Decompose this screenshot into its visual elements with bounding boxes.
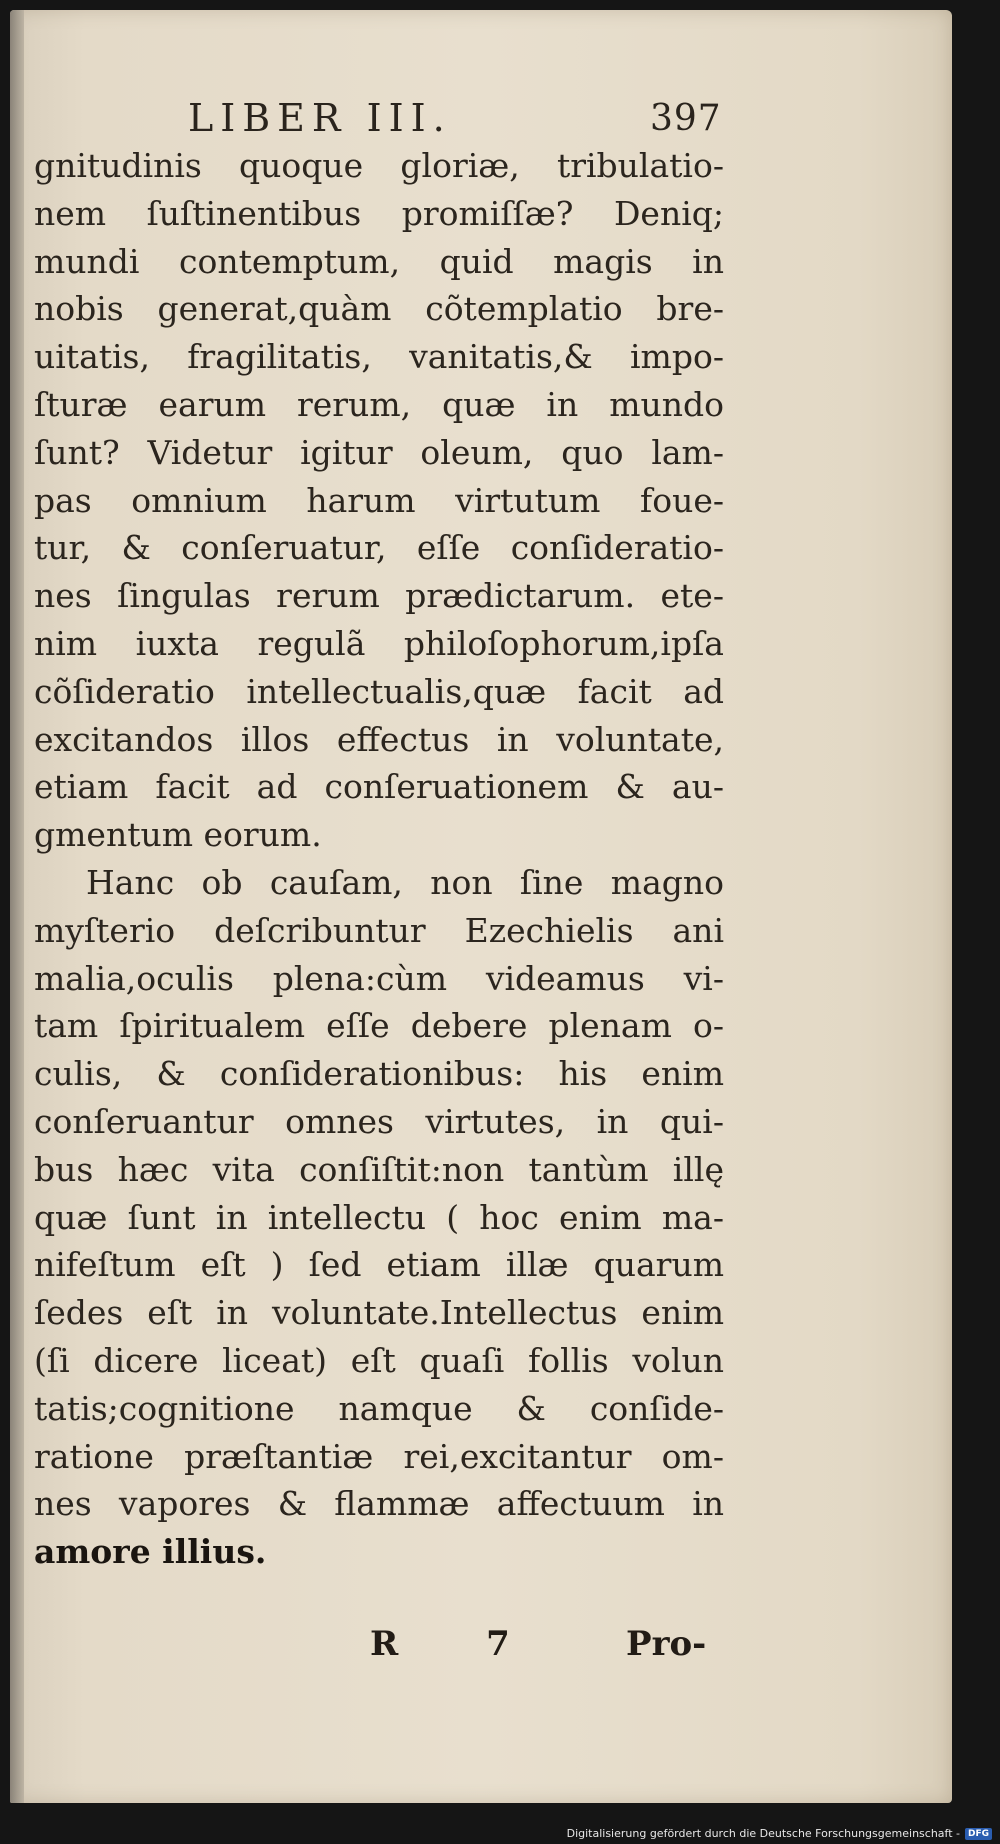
text-line: tur, & conſeruatur, eſſe conſideratio- (34, 528, 724, 568)
text-line: culis, & conſiderationibus: his enim (34, 1054, 724, 1094)
catchword: Pro- (626, 1624, 707, 1664)
text-line: nes vapores & flammæ affectuum in (34, 1484, 724, 1524)
page-header (10, 96, 952, 146)
text-line: Hanc ob cauſam, non ſine magno (86, 862, 724, 902)
text-line: conſeruantur omnes virtutes, in qui- (34, 1101, 724, 1141)
text-line: gmentum eorum. (34, 815, 322, 855)
dfg-logo: DFG (965, 1828, 992, 1840)
text-line: mundi contemptum, quid magis in (34, 241, 724, 281)
text-line: (ſi dicere liceat) eſt quaſi follis volun (34, 1340, 724, 1380)
page-gutter (10, 10, 24, 1803)
text-line: bus hæc vita conſiſtit:non tantùm illę (34, 1149, 724, 1189)
text-line: nobis generat,quàm cõtemplatio bre- (34, 289, 724, 329)
text-line: nim iuxta regulã philoſophorum,ipſa (34, 623, 724, 663)
running-head: LIBER III. (188, 96, 452, 140)
text-line: ſedes eſt in voluntate.Intellectus enim (34, 1293, 724, 1333)
body-text (34, 142, 724, 1576)
text-line: tatis;cognitione namque & conſide- (34, 1388, 724, 1428)
text-line: nes ſingulas rerum prædictarum. ete- (34, 576, 724, 616)
text-line: ratione præſtantiæ rei,excitantur om- (34, 1436, 724, 1476)
text-line: amore illius. (34, 1532, 267, 1572)
page-footer (10, 1624, 952, 1674)
text-line: myſterio deſcribuntur Ezechielis ani (34, 910, 724, 950)
text-line: ſunt? Videtur igitur oleum, quo lam- (34, 432, 724, 472)
digitization-credit (567, 1827, 992, 1840)
text-line: ſturæ earum rerum, quæ in mundo (34, 384, 724, 424)
page-number: 397 (650, 98, 722, 139)
text-line: nifeſtum eſt ) ſed etiam illæ quarum (34, 1245, 724, 1285)
text-line: uitatis, fragilitatis, vanitatis,& impo- (34, 337, 724, 377)
text-line: malia,oculis plena:cùm videamus vi- (34, 958, 724, 998)
text-line: etiam facit ad conſeruationem & au- (34, 767, 724, 807)
text-line: gnitudinis quoque gloriæ, tribulatio- (34, 146, 724, 185)
text-line: tam ſpiritualem eſſe debere plenam o- (34, 1006, 724, 1046)
book-page (10, 10, 952, 1803)
signature-mark: R 7 (370, 1624, 548, 1664)
text-line: nem ſuſtinentibus promiſſæ? Deniq; (34, 193, 724, 233)
text-line: pas omnium harum virtutum foue- (34, 480, 724, 520)
text-line: excitandos illos effectus in voluntate, (34, 719, 724, 759)
text-line: quæ ſunt in intellectu ( hoc enim ma- (34, 1197, 724, 1237)
credit-text: Digitalisierung gefördert durch die Deutsche Forschungsgemeinschaft - (566, 1827, 960, 1840)
text-line: cõſideratio intellectualis,quæ facit ad (34, 671, 724, 711)
